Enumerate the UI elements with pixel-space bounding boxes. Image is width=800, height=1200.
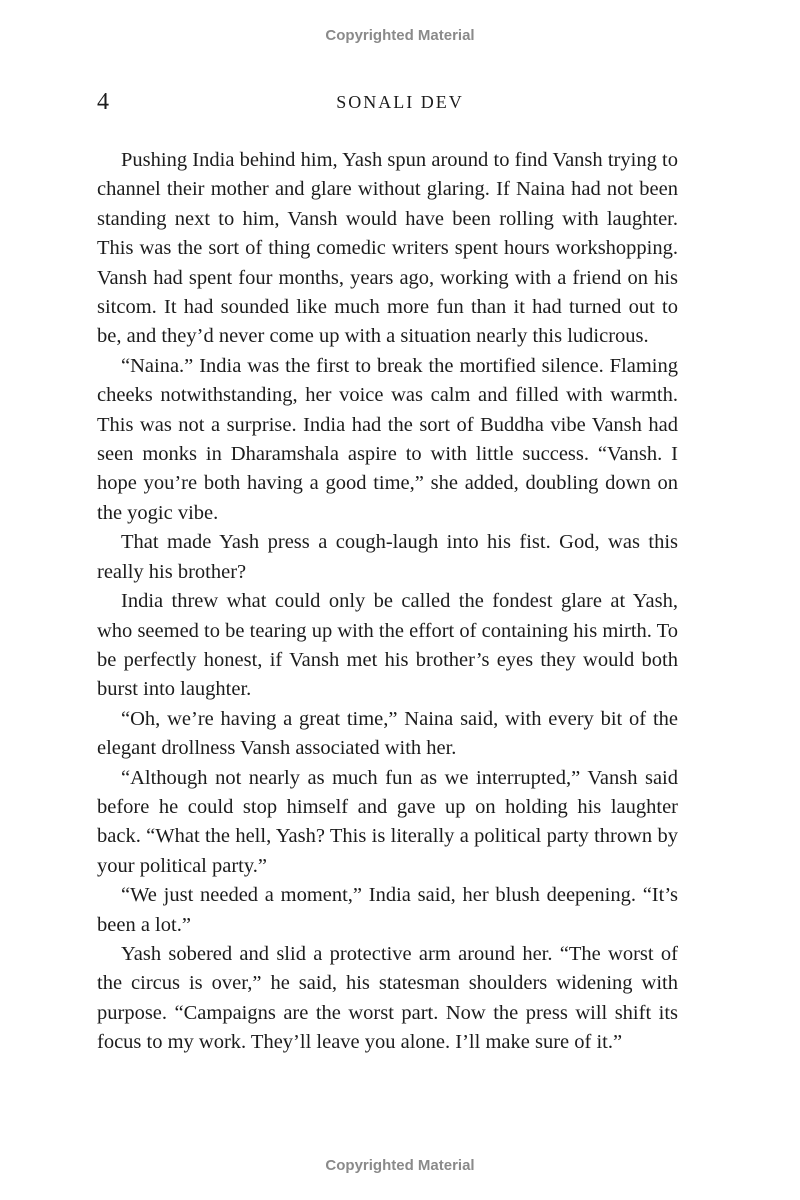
paragraph: “Although not nearly as much fun as we interrupted,” Vansh said before he could stop himself and gave up on holding his laughter back. “What the hell, Yash? This is literally a political party thrown by your political party.” bbox=[97, 766, 678, 877]
paragraph: “We just needed a moment,” India said, her blush deepening. “It’s been a lot.” bbox=[97, 884, 678, 936]
copyright-watermark-top: Copyrighted Material bbox=[325, 27, 475, 44]
paragraph: “Oh, we’re having a great time,” Naina said, with every bit of the elegant drollness Vansh associated with her. bbox=[97, 707, 678, 760]
paragraph: “Naina.” India was the first to break the mortified silence. Flaming cheeks notwithstanding, her voice was calm and filled with warmth. This was not a surprise. India had the sort of Buddha vibe Vansh had seen monks in Dharamshala aspire to with little success. “Vansh. I hope you’re both having a good time,” she added, doubling down on the yogic vibe. bbox=[97, 354, 678, 524]
running-head-author: SONALI DEV bbox=[336, 92, 464, 112]
body-text bbox=[97, 146, 678, 1058]
paragraph: Pushing India behind him, Yash spun around to find Vansh trying to channel their mother and glare without glaring. If Naina had not been standing next to him, Vansh would have been rolling with laughter. This was the sort of thing comedic writers spent hours workshopping. Vansh had spent four months, years ago, working with a friend on his sitcom. It had sounded like much more fun than it had turned out to be, and they’d never come up with a situation nearly this ludicrous. bbox=[97, 149, 678, 348]
page-number: 4 bbox=[97, 89, 109, 115]
paragraph: Yash sobered and slid a protective arm around her. “The worst of the circus is over,” he said, his statesman shoulders widening with purpose. “Campaigns are the worst part. Now the press will shift its focus to my work. They’ll leave you alone. I’ll make sure of it.” bbox=[97, 942, 678, 1054]
paragraph: India threw what could only be called the fondest glare at Yash, who seemed to be tearing up with the effort of containing his mirth. To be perfectly honest, if Vansh met his brother’s eyes they would both burst into laughter. bbox=[97, 590, 678, 701]
paragraph: That made Yash press a cough-laugh into his fist. God, was this really his brother? bbox=[97, 531, 678, 583]
copyright-watermark-bottom: Copyrighted Material bbox=[325, 1157, 475, 1174]
